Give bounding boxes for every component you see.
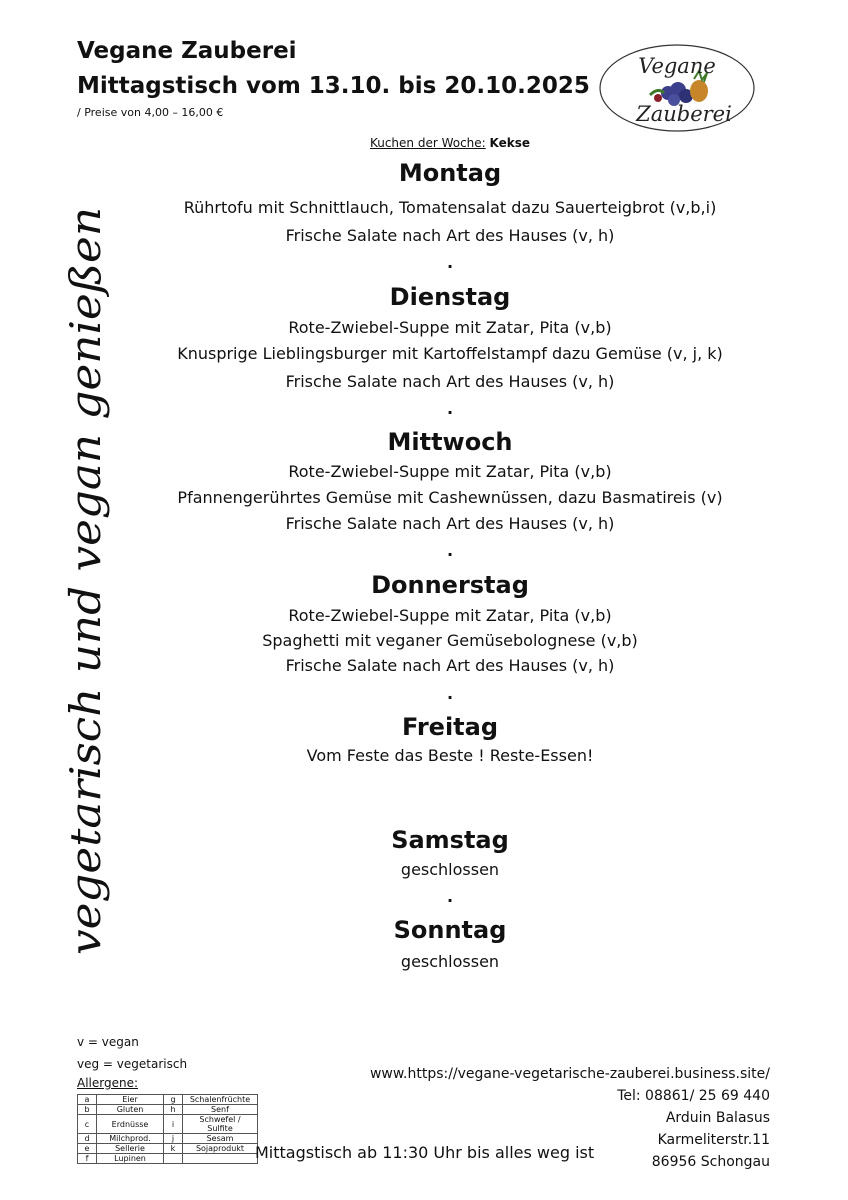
price-range: / Preise von 4,00 – 16,00 € <box>77 106 224 119</box>
allergen-code <box>164 1154 183 1164</box>
separator-dot: . <box>446 253 454 272</box>
restaurant-name: Vegane Zauberei <box>77 38 297 64</box>
dish-mittwoch-3: Frische Salate nach Art des Hauses (v, h) <box>285 514 615 533</box>
table-row <box>78 1095 258 1105</box>
dish-dienstag-2: Knusprige Lieblingsburger mit Kartoffelstampf dazu Gemüse (v, j, k) <box>177 344 723 363</box>
lunch-hours: Mittagstisch ab 11:30 Uhr bis alles weg ist <box>255 1143 595 1162</box>
allergen-name: Sellerie <box>97 1144 164 1154</box>
table-row <box>78 1144 258 1154</box>
allergen-name <box>183 1154 258 1164</box>
allergen-name: Milchprod. <box>97 1134 164 1144</box>
allergen-code: h <box>164 1105 183 1115</box>
allergen-code: a <box>78 1095 97 1105</box>
logo <box>598 43 756 133</box>
allergen-code: e <box>78 1144 97 1154</box>
allergen-code: g <box>164 1095 183 1105</box>
day-title-mittwoch: Mittwoch <box>387 428 513 456</box>
cake-label: Kuchen der Woche: <box>369 136 486 150</box>
table-row <box>78 1154 258 1164</box>
separator-dot: . <box>446 887 454 906</box>
dish-montag-2: Frische Salate nach Art des Hauses (v, h) <box>285 226 615 245</box>
day-title-montag: Montag <box>398 159 502 187</box>
logo-text-top: Vegane <box>638 54 716 78</box>
dish-donnerstag-3: Frische Salate nach Art des Hauses (v, h) <box>285 656 615 675</box>
day-title-dienstag: Dienstag <box>389 283 511 311</box>
separator-dot: . <box>446 399 454 418</box>
separator-dot: . <box>446 541 454 560</box>
allergen-code: f <box>78 1154 97 1164</box>
dish-montag-1: Rührtofu mit Schnittlauch, Tomatensalat dazu Sauerteigbrot (v,b,i) <box>183 198 717 217</box>
phone-number: Tel: 08861/ 25 69 440 <box>617 1088 770 1104</box>
allergen-name: Lupinen <box>97 1154 164 1164</box>
cake-of-week <box>140 136 760 150</box>
allergen-name: Sojaprodukt <box>183 1144 258 1154</box>
closed-sonntag: geschlossen <box>400 952 500 971</box>
slogan-text: vegetarisch und vegan genießen <box>61 261 110 955</box>
legend-vegan: v = vegan <box>77 1035 139 1049</box>
allergen-table <box>77 1094 258 1164</box>
owner-name: Arduin Balasus <box>665 1110 770 1126</box>
dish-dienstag-3: Frische Salate nach Art des Hauses (v, h) <box>285 372 615 391</box>
dish-freitag-1: Vom Feste das Beste ! Reste-Essen! <box>306 746 594 765</box>
allergen-code: j <box>164 1134 183 1144</box>
allergen-code: k <box>164 1144 183 1154</box>
allergen-name: Senf <box>183 1105 258 1115</box>
table-row <box>78 1105 258 1115</box>
day-title-samstag: Samstag <box>391 826 509 854</box>
allergen-code: i <box>164 1115 183 1134</box>
dish-mittwoch-1: Rote-Zwiebel-Suppe mit Zatar, Pita (v,b) <box>288 462 612 481</box>
table-row <box>78 1115 258 1134</box>
dish-donnerstag-1: Rote-Zwiebel-Suppe mit Zatar, Pita (v,b) <box>288 606 612 625</box>
allergen-code: b <box>78 1105 97 1115</box>
allergen-name: Gluten <box>97 1105 164 1115</box>
day-title-sonntag: Sonntag <box>393 916 507 944</box>
table-row <box>78 1134 258 1144</box>
dish-donnerstag-2: Spaghetti mit veganer Gemüsebolognese (v,b) <box>262 631 638 650</box>
legend-vegetarian: veg = vegetarisch <box>77 1057 188 1071</box>
allergens-label: Allergene: <box>77 1076 139 1090</box>
allergen-name: Sesam <box>183 1134 258 1144</box>
menu-week-title: Mittagstisch vom 13.10. bis 20.10.2025 <box>77 73 590 99</box>
allergen-name: Schwefel / Sulfite <box>183 1115 258 1134</box>
closed-samstag: geschlossen <box>400 860 500 879</box>
dish-dienstag-1: Rote-Zwiebel-Suppe mit Zatar, Pita (v,b) <box>288 318 612 337</box>
allergen-code: d <box>78 1134 97 1144</box>
separator-dot: . <box>446 684 454 703</box>
website-link[interactable]: www.https://vegane-vegetarische-zauberei.business.site/ <box>369 1066 770 1082</box>
logo-text-bottom: Zauberei <box>636 102 732 126</box>
day-title-donnerstag: Donnerstag <box>371 571 529 599</box>
allergen-name: Schalenfrüchte <box>183 1095 258 1105</box>
allergen-name: Eier <box>97 1095 164 1105</box>
city-address: 86956 Schongau <box>651 1154 770 1170</box>
cake-value: Kekse <box>489 136 531 150</box>
dish-mittwoch-2: Pfannengerührtes Gemüse mit Cashewnüssen, dazu Basmatireis (v) <box>177 488 723 507</box>
vertical-slogan <box>20 200 130 960</box>
allergen-name: Erdnüsse <box>97 1115 164 1134</box>
contact-block <box>370 1063 770 1173</box>
street-address: Karmeliterstr.11 <box>657 1132 770 1148</box>
allergen-code: c <box>78 1115 97 1134</box>
day-title-freitag: Freitag <box>401 713 499 741</box>
